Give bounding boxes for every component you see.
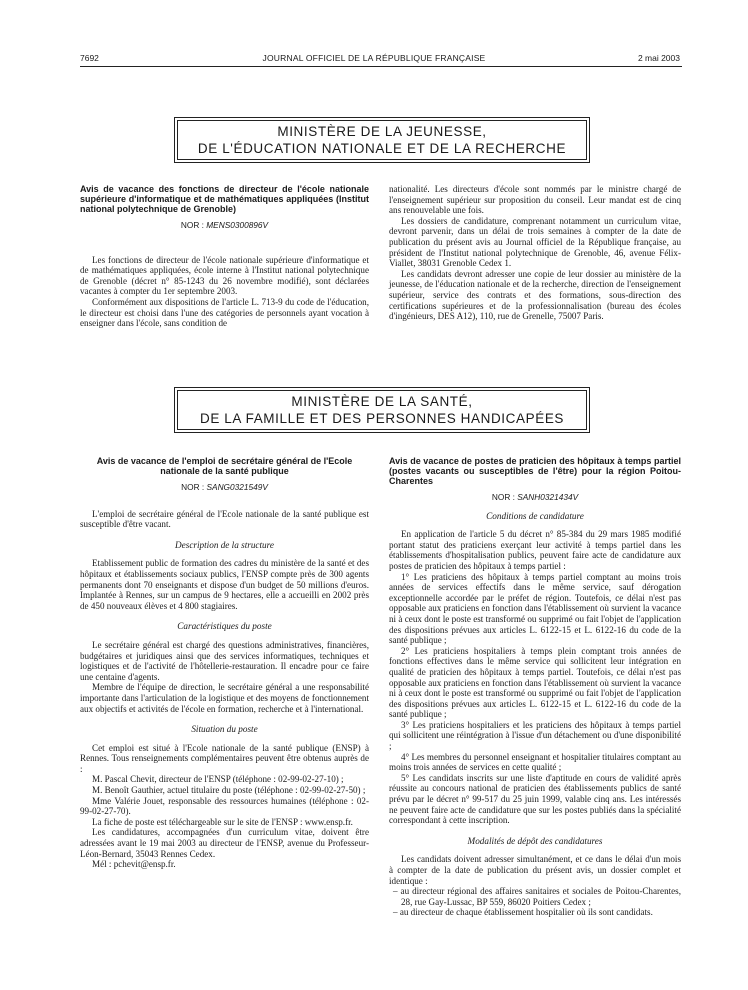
section-heading: Situation du poste — [191, 724, 258, 735]
list-item: – au directeur régional des affaires sanitaires et sociales de Poitou-Charentes, 28, rue Gay-Lussac, BP 559, 86020 Poitiers Cedex ; — [393, 886, 681, 907]
paragraph: Les dossiers de candidature, comprenant notamment un curriculum vitae, devront parvenir, dans un délai de trois semaines à compter de la date de publication du présent avis au Journal officiel de la République française, au président de l'Institut national polytechnique de Grenoble, 46, avenue Félix-Viallet, 38031 Grenoble Cedex 1. — [389, 215, 681, 269]
paragraph: La fiche de poste est téléchargeable sur le site de l'ENSP : www.ensp.fr. — [92, 816, 353, 827]
paragraph: Membre de l'équipe de direction, le secrétaire général a une responsabilité importante dans l'articulation de la logistique et des moyens de fonctionnement aux objectifs et activités de l'école en formation, recherche et à l'international. — [80, 682, 369, 714]
paragraph: Mél : pchevit@ensp.fr. — [92, 859, 176, 870]
paragraph: Etablissement public de formation des cadres du ministère de la santé et des hôpitaux et établissements sociaux publics, l'ENSP compte près de 300 agents permanents dont 70 enseignants et dispose d'un budget de 50 millions d'euros. Implantée à Rennes, sur un campus de 9 hectares, elle a accueilli en 2002 près de 450 nouveaux élèves et 4 800 stagiaires. — [80, 558, 369, 611]
paragraph: 2° Les praticiens hospitaliers à temps plein comptant trois années de fonctions effectives dans le même service qui sollicitent leur intégration en qualité de praticien des hôpitaux à temps partiel. Toutefois, ce délai n'est pas opposable aux praticiens en fonction dans l'établissement où survient la vacance ni à ceux dont le poste est transformé ou supprimé ou fait l'objet de l'application des dispositions prévues aux articles L. 6122-15 et L. 6122-16 du code de la santé publique ; — [389, 645, 681, 720]
page-number: 7692 — [80, 53, 99, 63]
paragraph: Les fonctions de directeur de l'école nationale supérieure d'informatique et de mathématiques appliquées, école interne à l'Institut national polytechnique de Grenoble (décret n° 85-1243 du 26 novembre modifié), sont déclarées vacantes à compter du 1er septembre 2003. — [80, 254, 369, 297]
paragraph: Conformément aux dispositions de l'article L. 713-9 du code de l'éducation, le directeur est choisi dans l'une des catégories de personnels ayant vocation à enseigner dans l'école, sans condition de — [80, 296, 369, 329]
paragraph: Cet emploi est situé à l'Ecole nationale de la santé publique (ENSP) à Rennes. Tous renseignements complémentaires peuvent être obtenus auprès de : — [80, 742, 369, 774]
paragraph: 1° Les praticiens des hôpitaux à temps partiel comptant au moins trois années de services effectifs dans le même service, sauf dérogation exceptionnelle accordée par le préfet de région. Toutefois, ce délai n'est pas opposable aux praticiens en fonction dans l'établissement où survient la vacance ni à ceux dont le poste est transformé ou supprimé ou fait l'objet de l'application des dispositions prévues aux articles L. 6122-15 et L. 6122-16 du code de la santé publique ; — [389, 571, 681, 646]
avis-ensimag-left — [80, 184, 369, 329]
ministry-heading-education — [174, 117, 590, 163]
section-heading: Caractéristiques du poste — [177, 621, 272, 632]
section-heading: Conditions de candidature — [486, 510, 584, 521]
paragraph: Les candidats devront adresser une copie de leur dossier au ministère de la jeunesse, de l'éducation nationale et de la recherche, direction de l'enseignement supérieur, service des contrats et des formations, sous-direction des certifications supérieures et de la professionnalisation (bureau des écoles d'ingénieurs, DES A12), 110, rue de Grenelle, 75007 Paris. — [389, 268, 681, 322]
paragraph: nationalité. Les directeurs d'école sont nommés par le ministre chargé de l'enseignement supérieur sur proposition du conseil. Leur mandat est de cinq ans renouvelable une fois. — [389, 184, 681, 216]
paragraph: Le secrétaire général est chargé des questions administratives, financières, budgétaires et juridiques ainsi que des services informatiques, techniques et logistiques et de l'activité de l'hôtellerie-restauration. Il encadre pour ce faire une centaine d'agents. — [80, 639, 369, 682]
avis-praticiens-hopitaux — [389, 456, 681, 918]
nor-reference: NOR : SANG0321549V — [181, 482, 268, 492]
nor-reference: NOR : MENS0300896V — [180, 220, 269, 230]
nor-reference: NOR : SANH0321434V — [491, 492, 579, 502]
paragraph: 3° Les praticiens hospitaliers et les praticiens des hôpitaux à temps partiel qui sollicitent une réintégration à l'issue d'un détachement ou d'une disponibilité ; — [389, 719, 681, 752]
ministry-line-2: DE L'ÉDUCATION NATIONALE ET DE LA RECHERCHE — [197, 141, 567, 156]
paragraph: En application de l'article 5 du décret n° 85-384 du 29 mars 1985 modifié portant statut des praticiens exerçant leur activité à temps partiel dans les établissements d'hospitalisation publics, peuvent faire acte de candidature aux postes de praticien des hôpitaux à temps partiel : — [389, 529, 681, 571]
paragraph: M. Pascal Chevit, directeur de l'ENSP (téléphone : 02-99-02-27-10) ; — [92, 774, 344, 785]
paragraph: M. Benoît Gauthier, actuel titulaire du poste (téléphone : 02-99-02-27-50) ; — [92, 785, 366, 796]
paragraph: Les candidats doivent adresser simultanément, et ce dans le délai d'un mois à compter de la date de publication du présent avis, un dossier complet et identique : — [389, 854, 681, 886]
ministry-heading-sante — [174, 387, 590, 433]
avis-title: Avis de vacance de postes de praticien des hôpitaux à temps partiel (postes vacants ou susceptibles de l'être) pour la région Poitou-Charentes — [389, 456, 681, 486]
section-heading: Modalités de dépôt des candidatures — [467, 835, 603, 846]
avis-ensimag-right — [389, 184, 681, 322]
avis-title: Avis de vacance de l'emploi de secrétaire général de l'Ecole nationale de la santé publique — [96, 456, 353, 476]
list-item: – au directeur de chaque établissement hospitalier où ils sont candidats. — [393, 907, 653, 918]
avis-title: Avis de vacance des fonctions de directeur de l'école nationale supérieure d'informatique et de mathématiques appliquées (Institut national polytechnique de Grenoble) — [80, 184, 369, 214]
ministry-line-1: MINISTÈRE DE LA SANTÉ, — [291, 394, 473, 409]
paragraph: L'emploi de secrétaire général de l'Ecole nationale de la santé publique est susceptible d'être vacant. — [80, 508, 369, 530]
ministry-line-1: MINISTÈRE DE LA JEUNESSE, — [277, 124, 487, 139]
issue-date: 2 mai 2003 — [637, 53, 680, 63]
nor-code: SANH0321434V — [517, 492, 579, 502]
nor-code: SANG0321549V — [206, 482, 268, 492]
paragraph: 4° Les membres du personnel enseignant et hospitalier titulaires comptant au moins trois années de services en cette qualité ; — [389, 751, 681, 773]
header-rule — [80, 66, 682, 67]
paragraph: Mme Valérie Jouet, responsable des ressources humaines (téléphone : 02-99-02-27-70). — [80, 795, 369, 817]
paragraph: 5° Les candidats inscrits sur une liste d'aptitude en cours de validité après réussite au concours national de praticien des établissements publics de santé prévu par le décret n° 99-517 du 25 juin 1999, valable cinq ans. Les intéressés ne peuvent faire acte de candidature que sur les postes publiés dans la spécialité correspondant à cette inscription. — [389, 772, 681, 826]
nor-code: MENS0300896V — [206, 220, 269, 230]
ministry-line-2: DE LA FAMILLE ET DES PERSONNES HANDICAPÉES — [199, 411, 565, 426]
section-heading: Description de la structure — [175, 539, 274, 550]
avis-secretaire-general — [80, 456, 369, 870]
paragraph: Les candidatures, accompagnées d'un curriculum vitae, doivent être adressées avant le 19 mai 2003 au directeur de l'ENSP, avenue du Professeur-Léon-Bernard, 35043 Rennes Cedex. — [80, 827, 369, 859]
journal-title: JOURNAL OFFICIEL DE LA RÉPUBLIQUE FRANÇAISE — [262, 53, 486, 63]
